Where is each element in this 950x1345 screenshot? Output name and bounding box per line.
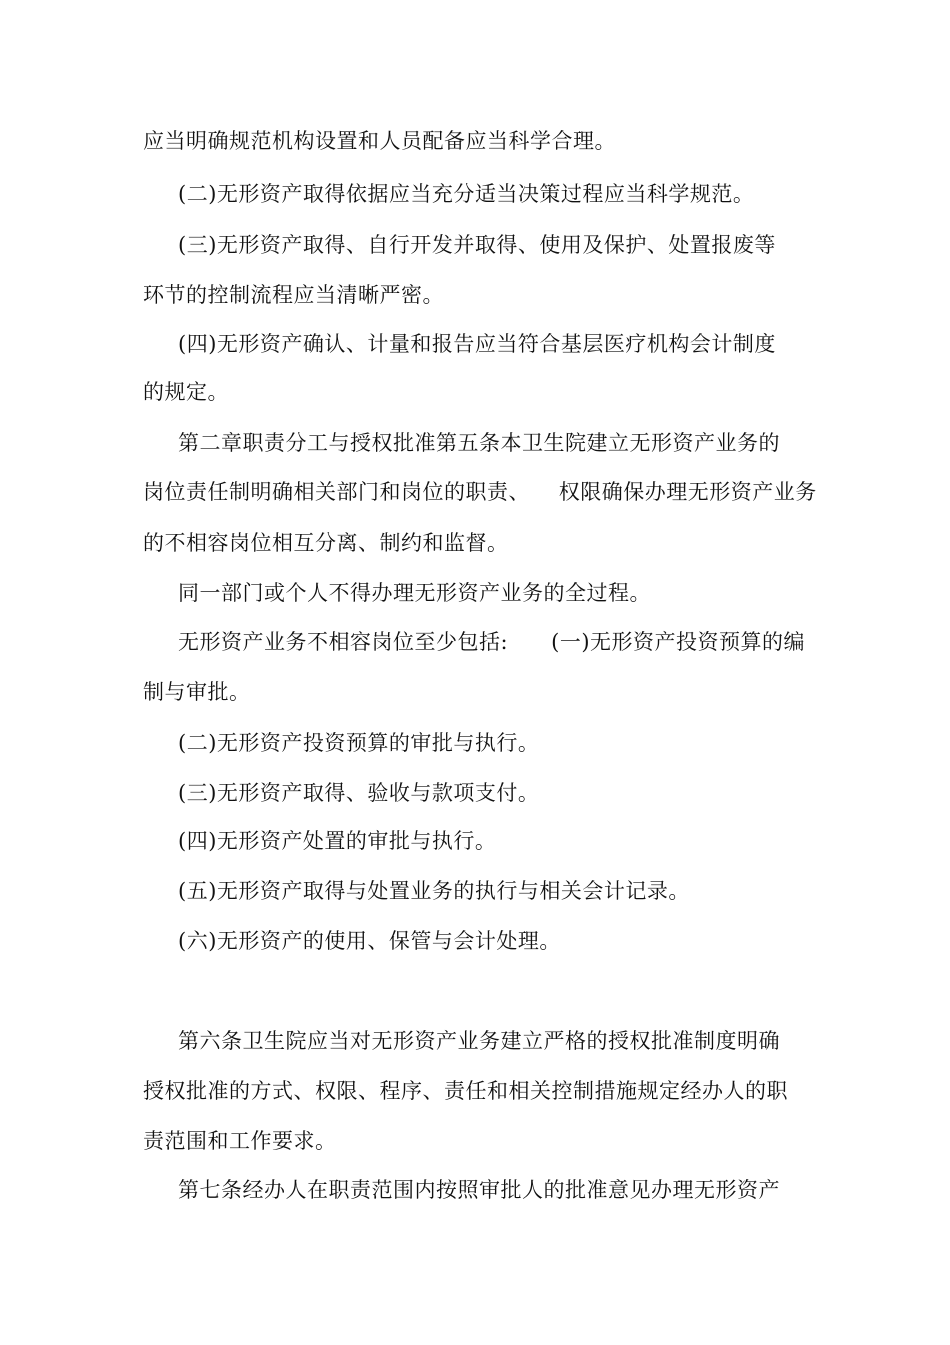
text-line-18: 第六条卫生院应当对无形资产业务建立严格的授权批准制度明确 bbox=[178, 1029, 780, 1053]
text-line-2: (二)无形资产取得依据应当充分适当决策过程应当科学规范。 bbox=[178, 182, 755, 206]
text-line-9: 的不相容岗位相互分离、制约和监督。 bbox=[143, 531, 509, 555]
text-line-20: 责范围和工作要求。 bbox=[143, 1129, 337, 1153]
text-line-17: (六)无形资产的使用、保管与会计处理。 bbox=[178, 929, 561, 953]
text-line-14: (三)无形资产取得、验收与款项支付。 bbox=[178, 781, 540, 805]
text-line-3: (三)无形资产取得、自行开发并取得、使用及保护、处置报废等 bbox=[178, 233, 776, 257]
text-line-1: 应当明确规范机构设置和人员配备应当科学合理。 bbox=[143, 129, 616, 153]
text-line-12: 制与审批。 bbox=[143, 680, 251, 704]
text-line-21: 第七条经办人在职责范围内按照审批人的批准意见办理无形资产 bbox=[178, 1178, 780, 1202]
text-line-4: 环节的控制流程应当清晰严密。 bbox=[143, 283, 444, 307]
text-line-10: 同一部门或个人不得办理无形资产业务的全过程。 bbox=[178, 581, 651, 605]
text-line-5: (四)无形资产确认、计量和报告应当符合基层医疗机构会计制度 bbox=[178, 332, 776, 356]
text-line-15: (四)无形资产处置的审批与执行。 bbox=[178, 829, 497, 853]
text-line-13: (二)无形资产投资预算的审批与执行。 bbox=[178, 731, 540, 755]
text-line-19: 授权批准的方式、权限、程序、责任和相关控制措施规定经办人的职 bbox=[143, 1079, 788, 1103]
text-line-6: 的规定。 bbox=[143, 380, 229, 404]
text-line-11: 无形资产业务不相容岗位至少包括: (一)无形资产投资预算的编 bbox=[178, 630, 806, 654]
text-line-7: 第二章职责分工与授权批准第五条本卫生院建立无形资产业务的 bbox=[178, 431, 780, 455]
text-line-16: (五)无形资产取得与处置业务的执行与相关会计记录。 bbox=[178, 879, 690, 903]
text-line-8: 岗位责任制明确相关部门和岗位的职责、 权限确保办理无形资产业务 bbox=[143, 480, 817, 504]
